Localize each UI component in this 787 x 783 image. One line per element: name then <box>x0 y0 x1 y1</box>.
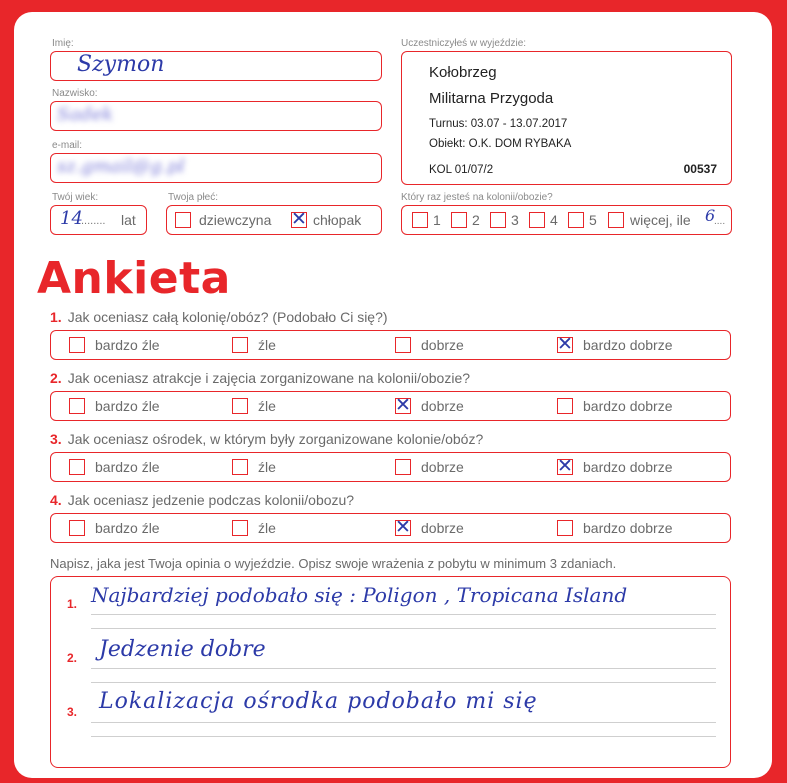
question-option-label: źle <box>258 337 276 353</box>
gender-female-label: dziewczyna <box>199 212 272 228</box>
question-number: 1. <box>50 309 62 325</box>
question-2-options <box>50 391 731 421</box>
question-label: Jak oceniasz atrakcje i zajęcia zorganizowane na kolonii/obozie? <box>67 370 471 386</box>
opinion-prompt: Napisz, jaka jest Twoja opinia o wyjeździe. Opisz swoje wrażenia z pobytu w minimum 3 zdaniach. <box>50 556 617 571</box>
camp-city: Kołobrzeg <box>429 64 497 81</box>
question-4-option-4-checkbox[interactable] <box>557 520 573 536</box>
gender-field <box>166 205 382 235</box>
gender-female-checkbox[interactable] <box>175 212 191 228</box>
question-option-label: bardzo dobrze <box>583 459 673 475</box>
times-2-checkbox[interactable] <box>451 212 467 228</box>
question-3-options <box>50 452 731 482</box>
question-1-options <box>50 330 731 360</box>
question-label: Jak oceniasz ośrodek, w którym były zorganizowane kolonie/obóz? <box>67 431 484 447</box>
camp-number: 00537 <box>683 162 717 176</box>
question-label: Jak oceniasz całą kolonię/obóz? (Podobało Ci się?) <box>67 309 388 325</box>
opinion-line <box>91 682 716 683</box>
question-number: 3. <box>50 431 62 447</box>
times-more-checkbox[interactable] <box>608 212 624 228</box>
opinion-line <box>91 628 716 629</box>
question-option-label: bardzo źle <box>95 337 160 353</box>
surname-value-blurred: Sadek <box>57 104 114 125</box>
question-option-label: bardzo dobrze <box>583 337 673 353</box>
question-option-label: bardzo źle <box>95 459 160 475</box>
opinion-line-3-number: 3. <box>67 705 78 719</box>
question-2-text <box>50 370 470 386</box>
question-number: 4. <box>50 492 62 508</box>
times-more-value: 6 <box>705 206 716 225</box>
name-value: Szymon <box>77 52 165 77</box>
age-value: 14 <box>60 208 83 229</box>
gender-male-checkbox[interactable] <box>291 212 307 228</box>
camp-code: KOL 01/07/2 <box>429 164 494 176</box>
question-option-label: dobrze <box>421 398 464 414</box>
times-label: Który raz jesteś na kolonii/obozie? <box>401 192 553 203</box>
question-1-option-2-checkbox[interactable] <box>232 337 248 353</box>
question-option-label: źle <box>258 520 276 536</box>
email-value-blurred: sz.gmail@g.pl <box>57 156 185 177</box>
times-5-label: 5 <box>589 212 597 228</box>
question-3-option-2-checkbox[interactable] <box>232 459 248 475</box>
opinion-line <box>91 736 716 737</box>
camp-name: Militarna Przygoda <box>429 90 554 107</box>
gender-label: Twoja płeć: <box>168 192 219 203</box>
email-field[interactable] <box>50 153 382 183</box>
age-field[interactable] <box>50 205 147 235</box>
opinion-line <box>91 614 716 615</box>
question-1-option-1-checkbox[interactable] <box>69 337 85 353</box>
times-5-checkbox[interactable] <box>568 212 584 228</box>
question-4-option-3-checkbox[interactable] <box>395 520 411 536</box>
question-2-option-1-checkbox[interactable] <box>69 398 85 414</box>
question-2-option-2-checkbox[interactable] <box>232 398 248 414</box>
camp-label: Uczestniczyłeś w wyjeździe: <box>401 38 527 49</box>
question-4-text <box>50 492 354 508</box>
times-4-label: 4 <box>550 212 558 228</box>
opinion-line-1-number: 1. <box>67 597 78 611</box>
times-1-label: 1 <box>433 212 441 228</box>
question-number: 2. <box>50 370 62 386</box>
question-2-option-4-checkbox[interactable] <box>557 398 573 414</box>
opinion-line-2-number: 2. <box>67 651 78 665</box>
opinion-line <box>91 668 716 669</box>
opinion-line <box>91 722 716 723</box>
question-4-options <box>50 513 731 543</box>
opinion-line-3-text: Lokalizacja ośrodka podobało mi się <box>99 689 538 714</box>
gender-male-label: chłopak <box>313 212 362 228</box>
question-option-label: dobrze <box>421 520 464 536</box>
opinion-line-2-text: Jedzenie dobre <box>99 637 266 662</box>
age-dots: ........ <box>81 215 106 227</box>
question-3-option-4-checkbox[interactable] <box>557 459 573 475</box>
question-4-option-2-checkbox[interactable] <box>232 520 248 536</box>
age-label: Twój wiek: <box>52 192 99 203</box>
question-option-label: dobrze <box>421 337 464 353</box>
times-more-dots: .... <box>714 216 726 227</box>
question-label: Jak oceniasz jedzenie podczas kolonii/obozu? <box>67 492 355 508</box>
question-1-option-3-checkbox[interactable] <box>395 337 411 353</box>
camp-info-box <box>401 51 732 185</box>
question-3-text <box>50 431 483 447</box>
question-option-label: bardzo dobrze <box>583 398 673 414</box>
times-1-checkbox[interactable] <box>412 212 428 228</box>
times-3-checkbox[interactable] <box>490 212 506 228</box>
times-field <box>401 205 732 235</box>
question-3-option-1-checkbox[interactable] <box>69 459 85 475</box>
question-1-option-4-checkbox[interactable] <box>557 337 573 353</box>
opinion-box[interactable] <box>50 576 731 768</box>
name-label: Imię: <box>52 38 74 49</box>
surname-field[interactable] <box>50 101 382 131</box>
question-1-text <box>50 309 388 325</box>
camp-obiekt: Obiekt: O.K. DOM RYBAKA <box>429 138 572 150</box>
opinion-line-1-text: Najbardziej podobało się : Poligon , Tropicana Island <box>91 583 628 607</box>
times-2-label: 2 <box>472 212 480 228</box>
question-option-label: bardzo dobrze <box>583 520 673 536</box>
question-4-option-1-checkbox[interactable] <box>69 520 85 536</box>
times-3-label: 3 <box>511 212 519 228</box>
question-option-label: bardzo źle <box>95 520 160 536</box>
question-2-option-3-checkbox[interactable] <box>395 398 411 414</box>
question-option-label: źle <box>258 398 276 414</box>
times-more-label: więcej, ile <box>630 212 691 228</box>
age-unit: lat <box>121 212 136 228</box>
camp-turnus: Turnus: 03.07 - 13.07.2017 <box>429 118 568 130</box>
question-3-option-3-checkbox[interactable] <box>395 459 411 475</box>
surname-label: Nazwisko: <box>52 88 98 99</box>
survey-title: Ankieta <box>37 253 231 304</box>
name-field[interactable] <box>50 51 382 81</box>
times-4-checkbox[interactable] <box>529 212 545 228</box>
email-label: e-mail: <box>52 140 83 151</box>
question-option-label: źle <box>258 459 276 475</box>
question-option-label: dobrze <box>421 459 464 475</box>
question-option-label: bardzo źle <box>95 398 160 414</box>
